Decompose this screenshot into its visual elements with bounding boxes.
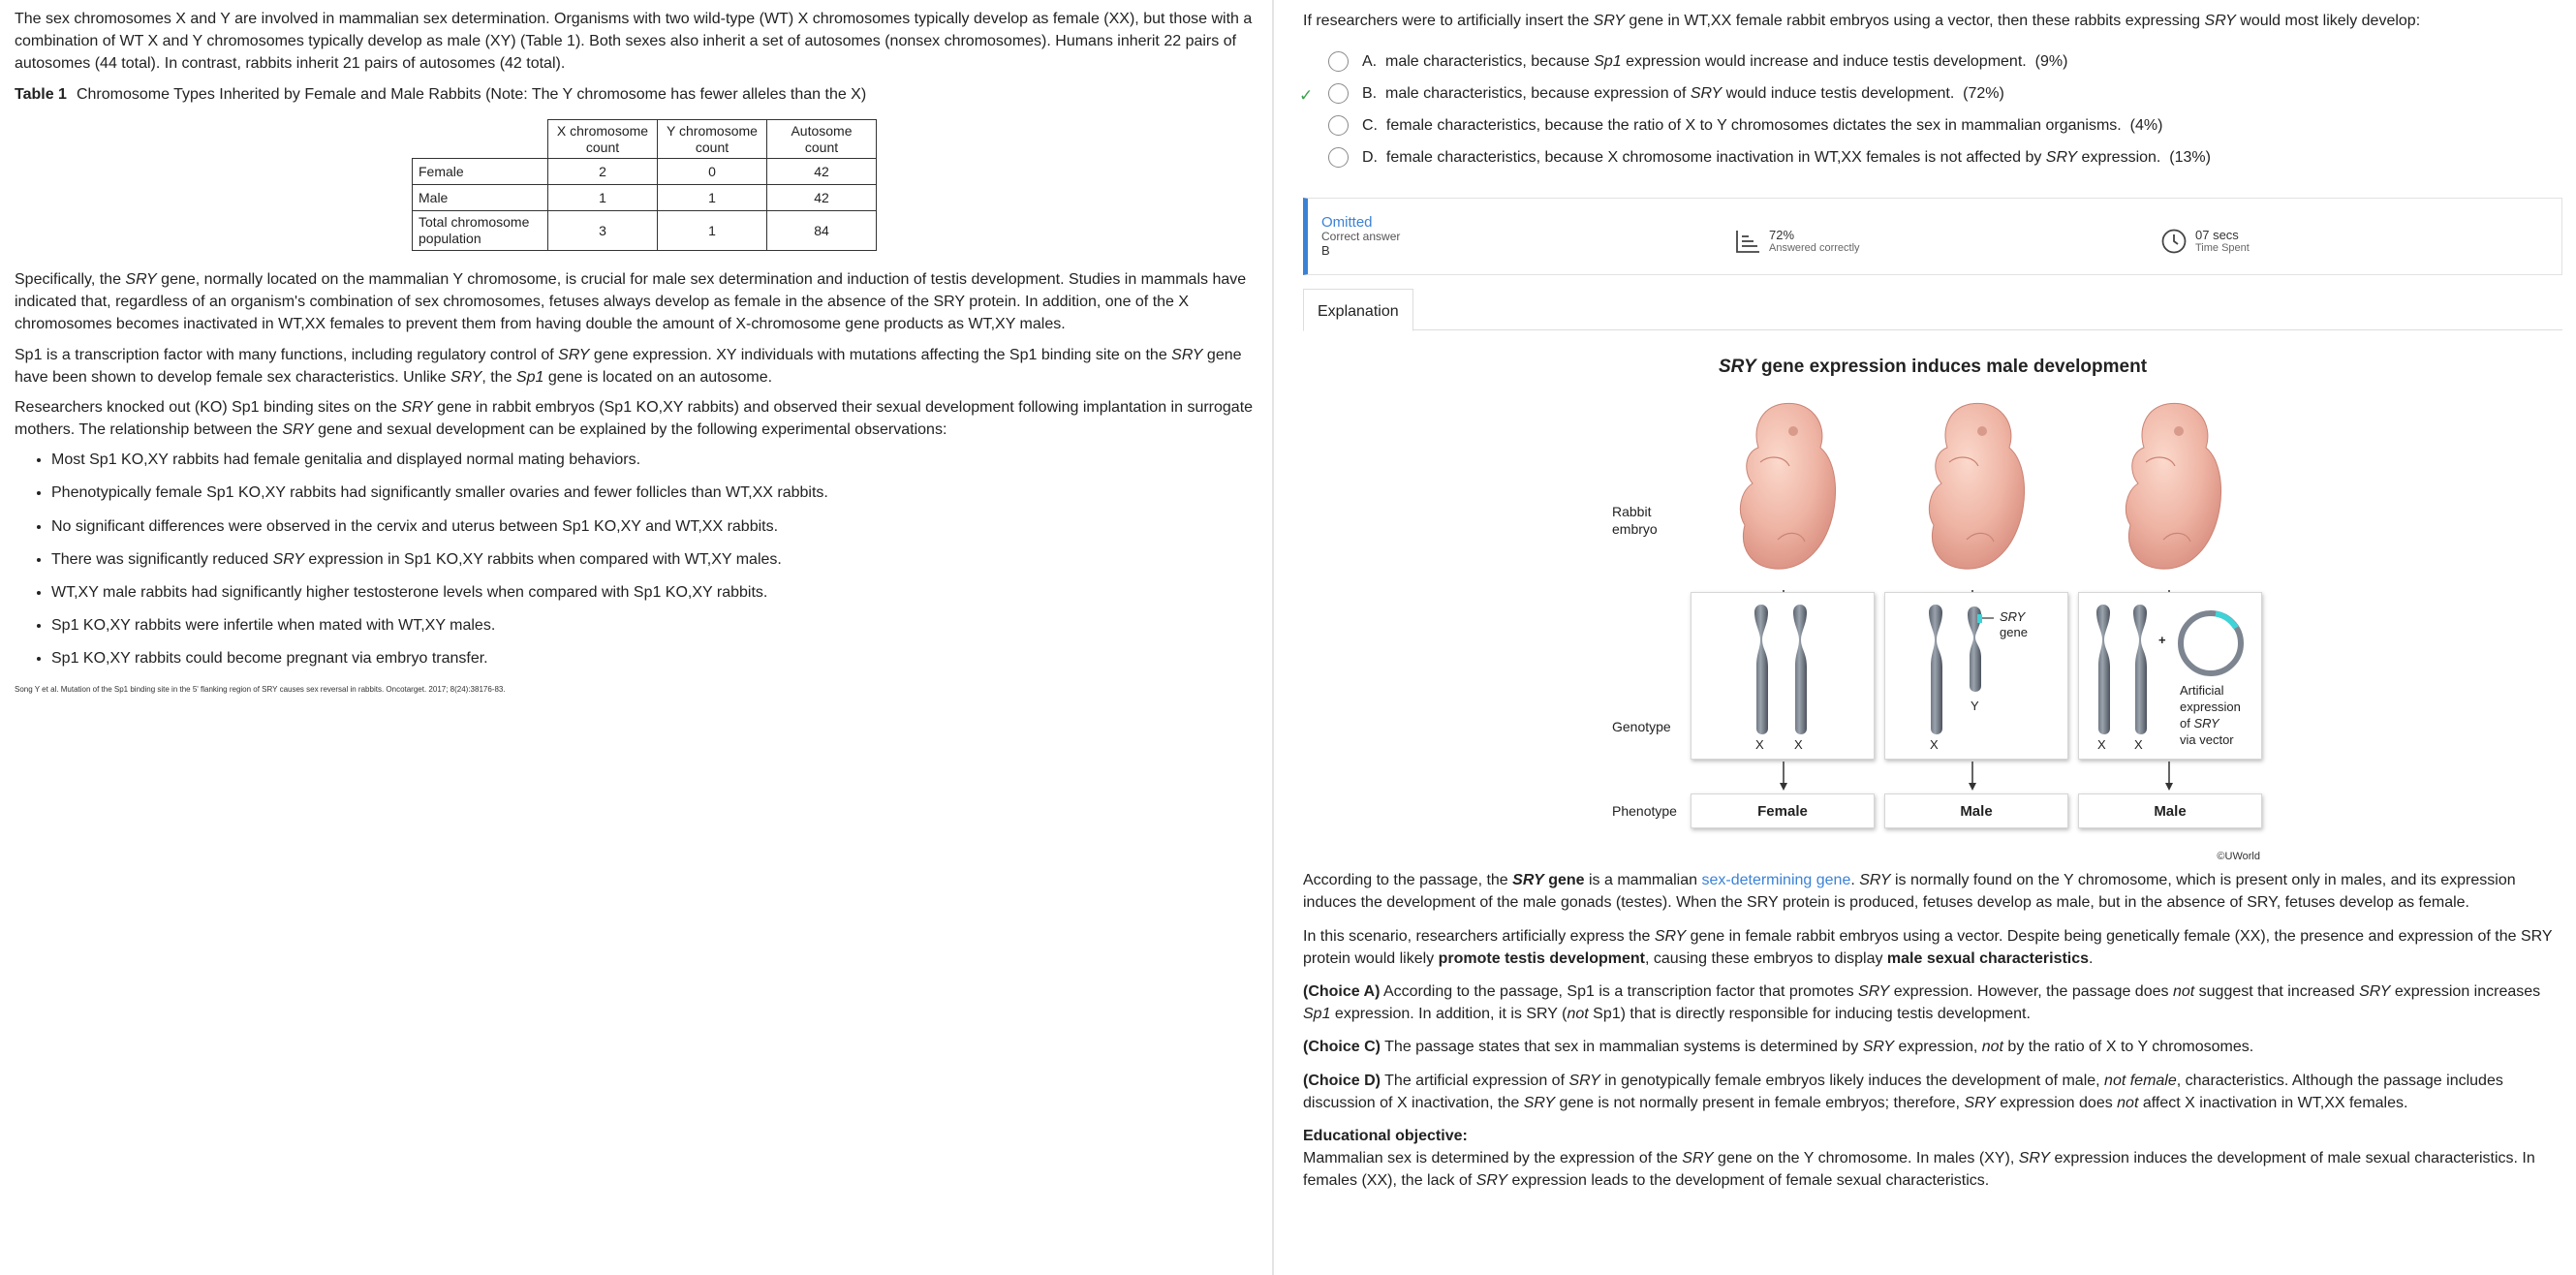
- figure-title: [1303, 354, 2562, 381]
- plus-sign: +: [2158, 633, 2166, 648]
- text-run: by the ratio of X to Y chromosomes.: [2002, 1039, 2254, 1056]
- gene-name: SRY: [2359, 982, 2391, 1000]
- text-run: gene, normally located on the mammalian Y chromosome, is crucial for male sex determination and induction of testis development. Studies in mammals have indicated that, regardless of an organism's combination of sex chromosomes, fetuses always develop as female in the absence of the SRY protein. In addition, one of the X chromosomes becomes inactivated in WT,XX females to prevent them from having double the amount of X-chromosome gene products as WT,XY males.: [15, 270, 1247, 333]
- text-run: [2180, 716, 2241, 732]
- table-caption-text: Chromosome Types Inherited by Female and Male Rabbits (Note: The Y chromosome has fewer alleles than the X): [76, 85, 867, 103]
- gene-name: SRY: [1568, 1072, 1600, 1089]
- arrow-down-icon: [1779, 762, 1788, 791]
- passage-paragraph-4: [15, 396, 1258, 441]
- choice-c[interactable]: [1303, 109, 2562, 141]
- text-run: male characteristics, because expression of: [1385, 85, 1691, 103]
- gene-name: SRY: [2045, 149, 2078, 167]
- text-run: expression induces the development of male sexual characteristics. In females (XX), the lack of: [1303, 1150, 2535, 1190]
- phenotype-box-male: Male: [1884, 793, 2068, 828]
- text-run: gene and sexual development can be explained by the following experimental observations:: [313, 421, 947, 439]
- text-run: suggest that increased: [2194, 982, 2360, 1000]
- text-run: expression.: [2077, 149, 2161, 167]
- embryo-image: [2117, 394, 2223, 578]
- passage-pane: [0, 0, 1272, 1275]
- text-run: gene on the Y chromosome. In males (XY),: [1713, 1150, 2019, 1167]
- gene-name: SRY: [1718, 357, 1756, 378]
- choice-letter: C.: [1362, 117, 1378, 135]
- list-item: • No significant differences were observed in the cervix and uterus between Sp1 KO,XY and WT,XX rabbits.: [51, 515, 1258, 538]
- text-run: If researchers were to artificially insert the: [1303, 13, 1594, 29]
- text-run: Artificial: [2180, 683, 2224, 699]
- arrow-down-icon: [1968, 762, 1977, 791]
- table-header-x: X chromosome count: [548, 119, 658, 159]
- gene-name: SRY: [1862, 1039, 1895, 1056]
- choice-percent: (72%): [1963, 85, 2004, 103]
- genotype-box-female: [1691, 592, 1875, 760]
- gene-name: SRY: [1171, 346, 1203, 363]
- percent-correct-value: 72%: [1769, 227, 1795, 242]
- text-run: , characteristics. Although the passage includes discussion of X inactivation, the: [1303, 1072, 2503, 1111]
- text-run: gene is located on an autosome.: [543, 368, 773, 386]
- choice-label: (Choice D): [1303, 1072, 1381, 1089]
- text-run: is normally found on the Y chromosome, which is present only in males, and its expression induces the development of the male gonads (testes). When the SRY protein is produced, fetuses develop as male, but in the absence of SRY, fetuses develop as female.: [1303, 872, 2516, 912]
- gene-name: SRY: [1964, 1094, 1996, 1111]
- text-run: According to the passage, Sp1 is a transcription factor that promotes: [1380, 982, 1859, 1000]
- explanation-choice-d: [1303, 1070, 2562, 1114]
- text-run: expression. However, the passage does: [1889, 982, 2173, 1000]
- row-label-phenotype: Phenotype: [1612, 803, 1677, 820]
- table-cell: 3: [548, 211, 658, 251]
- text-run: male sexual characteristics: [1886, 949, 2090, 967]
- chromosome-pair-xx: [1691, 593, 1876, 761]
- gene-name: SRY: [1523, 1094, 1555, 1111]
- explanation-paragraph-1: [1303, 869, 2562, 914]
- explanation-text: [1303, 869, 2562, 1192]
- explanation-choice-c: [1303, 1036, 2562, 1058]
- gene-name: Sp1: [1303, 1006, 1331, 1023]
- sex-determining-gene-link[interactable]: sex-determining gene: [1701, 872, 1851, 889]
- embryo-image: [1731, 394, 1838, 578]
- table-cell: 42: [767, 185, 877, 211]
- gene-name: SRY: [2000, 609, 2026, 625]
- gene-name: SRY: [401, 398, 433, 416]
- percent-correct-label: Answered correctly: [1769, 242, 1860, 255]
- text-run: The passage states that sex in mammalian systems is determined by: [1381, 1039, 1863, 1056]
- gene-name: SRY: [558, 346, 590, 363]
- choice-percent: (9%): [2034, 53, 2068, 71]
- text-run: , the: [481, 368, 516, 386]
- list-item: [51, 548, 1258, 571]
- choice-text: [1362, 82, 2004, 105]
- choice-text: [1362, 114, 2162, 137]
- gene-name: SRY: [1682, 1150, 1714, 1167]
- chromosome-label-x: X: [1930, 737, 1939, 753]
- chromosome-table: [412, 119, 877, 251]
- radio-button[interactable]: [1328, 83, 1349, 104]
- text-run: There was significantly reduced: [51, 550, 273, 568]
- phenotype-box-female: Female: [1691, 793, 1875, 828]
- sry-gene-marker: [2216, 614, 2236, 629]
- observations-list: [51, 449, 1258, 669]
- text-run: expression,: [1894, 1039, 1982, 1056]
- text-run: gene expression induces male development: [1755, 357, 2148, 378]
- text-run: In this scenario, researchers artificially express the: [1303, 927, 1655, 945]
- pane-divider[interactable]: [1272, 0, 1274, 1275]
- text-run: promote testis development: [1438, 949, 1645, 967]
- phenotype-box-male: Male: [2078, 793, 2262, 828]
- list-item: • Sp1 KO,XY rabbits could become pregnant via embryo transfer.: [51, 647, 1258, 669]
- list-item: • Phenotypically female Sp1 KO,XY rabbits had significantly smaller ovaries and fewer follicles than WT,XX rabbits.: [51, 482, 1258, 504]
- text-run: Rabbit: [1612, 504, 1652, 520]
- choice-label: (Choice C): [1303, 1039, 1381, 1056]
- gene-name: SRY: [282, 421, 314, 439]
- educational-objective-heading: Educational objective:: [1303, 1127, 1468, 1144]
- gene-name: SRY: [1475, 1172, 1508, 1190]
- question-stem: [1303, 10, 2562, 32]
- chromosome-label-x: X: [1755, 737, 1764, 753]
- correct-answer-label: Correct answer: [1321, 230, 1401, 244]
- gene-name: SRY: [1858, 982, 1890, 1000]
- radio-button[interactable]: [1328, 115, 1349, 136]
- text-run: expression would increase and induce testis development.: [1621, 53, 2027, 71]
- time-spent-label: Time Spent: [2195, 242, 2250, 255]
- table-label: Table 1: [15, 85, 67, 103]
- text-run: gene: [2000, 625, 2028, 640]
- text-run: expression increases: [2390, 982, 2541, 1000]
- table-row: [413, 159, 877, 185]
- choice-letter: D.: [1362, 149, 1378, 167]
- chromosome-label-x: X: [2097, 737, 2106, 753]
- chromosome-pair-xy: [1885, 593, 2069, 761]
- gene-name: SRY: [125, 270, 157, 288]
- correct-answer-value: B: [1321, 243, 1330, 259]
- gene-name: SRY: [1512, 872, 1544, 889]
- text-run: not: [2117, 1094, 2139, 1111]
- bar-chart-icon: [1734, 228, 1761, 255]
- gene-name: SRY: [1654, 927, 1687, 945]
- text-run: of: [2180, 715, 2194, 731]
- text-run: Specifically, the: [15, 270, 126, 288]
- text-run: .: [2089, 949, 2094, 967]
- checkmark-icon: ✓: [1299, 86, 1314, 106]
- text-run: embryo: [1612, 521, 1658, 538]
- vector-label: [2180, 683, 2241, 749]
- arrow-down-icon: [2164, 762, 2174, 791]
- text-run: not: [1567, 1006, 1589, 1023]
- gene-name: SRY: [1690, 85, 1723, 103]
- choice-b[interactable]: [1299, 78, 2562, 109]
- choice-label: (Choice A): [1303, 982, 1381, 1000]
- gene-name: SRY: [450, 368, 482, 386]
- text-run: male characteristics, because: [1385, 53, 1595, 71]
- percent-correct-stat: [1734, 228, 1860, 255]
- answer-choices: [1299, 46, 2562, 173]
- text-run: expression leads to the development of female sexual characteristics.: [1507, 1172, 1990, 1190]
- table-cell: 0: [658, 159, 767, 185]
- text-run: gene is not normally present in female embryos; therefore,: [1555, 1094, 1965, 1111]
- text-run: gene: [1543, 872, 1585, 889]
- text-run: expression does: [1995, 1094, 2118, 1111]
- row-label-embryo: [1612, 503, 1658, 538]
- gene-name: SRY: [2018, 1150, 2051, 1167]
- passage-paragraph-1: The sex chromosomes X and Y are involved in mammalian sex determination. Organisms with two wild-type (WT) X chromosomes typically develop as female (XX), but those with a combination of WT X and Y chromosomes typically develop as male (XY) (Table 1). Both sexes also inherit a set of autosomes (nonsex chromosomes). Humans inherit 22 pairs of autosomes (44 total). In contrast, rabbits inherit 21 pairs of autosomes (42 total).: [15, 11, 1253, 73]
- gene-name: SRY: [1593, 13, 1625, 29]
- list-item: • WT,XY male rabbits had significantly higher testosterone levels when compared with Sp1 KO,XY rabbits.: [51, 581, 1258, 604]
- explanation-choice-a: [1303, 980, 2562, 1025]
- text-run: affect X inactivation in WT,XX females.: [2138, 1094, 2408, 1111]
- table-cell: 42: [767, 159, 877, 185]
- status-label: Omitted: [1321, 214, 1373, 232]
- tab-bar: [1303, 289, 2562, 330]
- radio-button[interactable]: [1328, 51, 1349, 72]
- text-run: , causing these embryos to display: [1645, 949, 1887, 967]
- radio-button[interactable]: [1328, 147, 1349, 168]
- time-spent-stat: [2160, 228, 2250, 255]
- text-run: gene in WT,XX female rabbit embryos using a vector, then these rabbits expressing: [1624, 13, 2205, 29]
- sry-gene-marker: [1977, 614, 1982, 623]
- table-header-y: Y chromosome count: [658, 119, 767, 159]
- table-row: [413, 185, 877, 211]
- text-run: gene in rabbit embryos (Sp1 KO,XY rabbits) and observed their sexual development following implantation in surrogate mothers. The relationship between the: [15, 398, 1254, 439]
- text-run: not: [1981, 1039, 2003, 1056]
- table-cell: 1: [658, 185, 767, 211]
- text-run: gene in female rabbit embryos using a vector. Despite being genetically female (XX), the presence and expression of the SRY protein would likely: [1303, 927, 2553, 967]
- passage-paragraph-3: [15, 344, 1258, 389]
- text-run: .: [1850, 872, 1860, 889]
- chromosome-label-x: X: [1794, 737, 1803, 753]
- text-run: is a mammalian: [1584, 872, 1702, 889]
- choice-percent: (13%): [2169, 149, 2211, 167]
- text-run: Sp1) that is directly responsible for inducing testis development.: [1588, 1006, 2031, 1023]
- text-run: The artificial expression of: [1381, 1072, 1569, 1089]
- chromosome-label-x: X: [2134, 737, 2143, 753]
- text-run: gene expression. XY individuals with mutations affecting the Sp1 binding site on the: [589, 346, 1172, 363]
- text-run: Sp1 is a transcription factor with many functions, including regulatory control of: [15, 346, 559, 363]
- text-run: in genotypically female embryos likely induces the development of male,: [1599, 1072, 2105, 1089]
- table-row: [413, 211, 877, 251]
- genotype-box-vector: [2078, 592, 2262, 760]
- text-run: female characteristics, because X chromosome inactivation in WT,XX females is not affected by: [1385, 149, 2046, 167]
- table-cell: 2: [548, 159, 658, 185]
- text-run: female characteristics, because the ratio of X to Y chromosomes dictates the sex in mammalian organisms.: [1385, 117, 2122, 135]
- gene-name: SRY: [272, 550, 304, 568]
- choice-d[interactable]: [1303, 141, 2562, 173]
- list-item: • Sp1 KO,XY rabbits were infertile when mated with WT,XY males.: [51, 614, 1258, 637]
- choice-letter: B.: [1362, 85, 1378, 103]
- passage-paragraph-2: [15, 268, 1258, 336]
- question-pane: [1299, 0, 2562, 1275]
- text-run: not female: [2104, 1072, 2177, 1089]
- list-item: • Most Sp1 KO,XY rabbits had female genitalia and displayed normal mating behaviors.: [51, 449, 1258, 471]
- text-run: Researchers knocked out (KO) Sp1 binding sites on the: [15, 398, 402, 416]
- gene-name: SRY: [2193, 715, 2219, 731]
- text-run: expression: [2180, 700, 2241, 715]
- clock-icon: [2160, 228, 2188, 255]
- result-status: [1321, 214, 1400, 259]
- table-corner: [413, 119, 548, 159]
- table-row-label: Total chromosome population: [413, 211, 548, 251]
- chromosome-label-y: Y: [1971, 699, 1979, 714]
- text-run: would most likely develop:: [2235, 13, 2421, 29]
- table-row-label: Female: [413, 159, 548, 185]
- table-header-row: [413, 119, 877, 159]
- table-cell: 1: [548, 185, 658, 211]
- text-run: expression. In addition, it is SRY (: [1330, 1006, 1567, 1023]
- text-run: via vector: [2180, 731, 2234, 747]
- gene-name: SRY: [2204, 13, 2236, 29]
- citation: Song Y et al. Mutation of the Sp1 binding site in the 5' flanking region of SRY causes sex reversal in rabbits. Oncotarget. 2017; 8(24):38176-83.: [15, 684, 506, 694]
- explanation-paragraph-2: [1303, 925, 2562, 970]
- choice-text: [1362, 50, 2067, 73]
- text-run: Mammalian sex is determined by the expression of the: [1303, 1150, 1683, 1167]
- text-run: According to the passage, the: [1303, 872, 1513, 889]
- explanation-figure: [1303, 330, 2562, 869]
- choice-letter: A.: [1362, 53, 1378, 71]
- gene-name: Sp1: [515, 368, 544, 386]
- educational-objective-text: [1303, 1147, 2562, 1192]
- choice-text: [1362, 146, 2211, 169]
- table-cell: 1: [658, 211, 767, 251]
- table-cell: 84: [767, 211, 877, 251]
- row-label-genotype: Genotype: [1612, 719, 1671, 735]
- time-spent-value: 07 secs: [2195, 227, 2239, 242]
- text-run: expression in Sp1 KO,XY rabbits when compared with WT,XY males.: [303, 550, 782, 568]
- choice-percent: (4%): [2129, 117, 2163, 135]
- table-header-autosome: Autosome count: [767, 119, 877, 159]
- result-summary: [1303, 198, 2562, 275]
- embryo-image: [1920, 394, 2027, 578]
- gene-name: Sp1: [1594, 53, 1622, 71]
- table-caption: [15, 83, 1258, 106]
- text-run: gene have been shown to develop female sex characteristics. Unlike: [15, 346, 1242, 386]
- tab-explanation[interactable]: Explanation: [1303, 289, 1413, 331]
- choice-a[interactable]: [1303, 46, 2562, 78]
- text-run: not: [2172, 982, 2195, 1000]
- gene-name: SRY: [1859, 872, 1891, 889]
- text-run: would induce testis development.: [1722, 85, 1955, 103]
- genotype-box-male: [1884, 592, 2068, 760]
- copyright-notice: ©UWorld: [2217, 851, 2260, 863]
- table-row-label: Male: [413, 185, 548, 211]
- sry-gene-label: [2000, 609, 2028, 641]
